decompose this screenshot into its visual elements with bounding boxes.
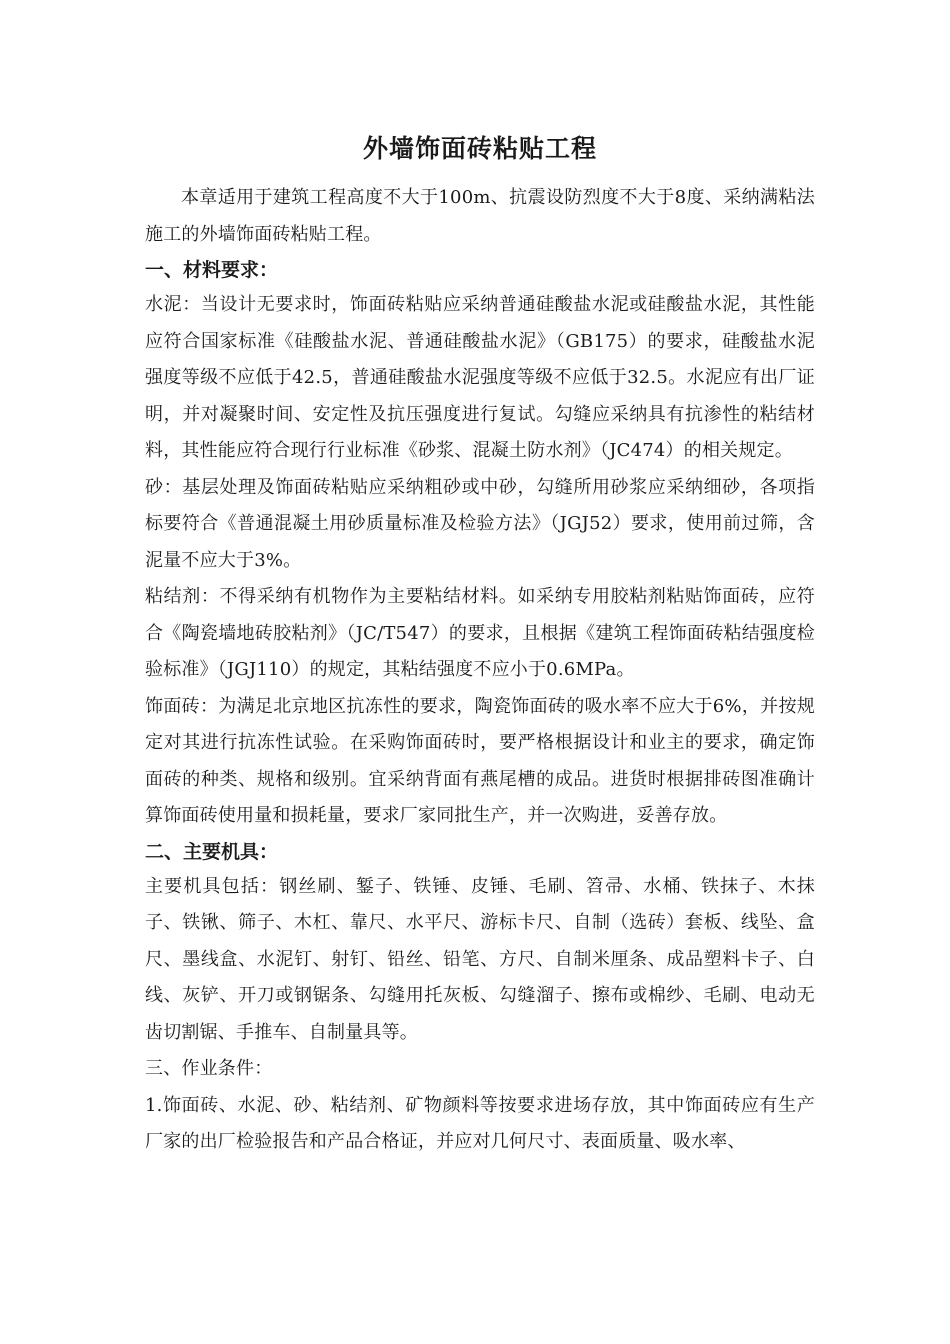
section-heading-tools: 二、主要机具： [145, 840, 279, 863]
conditions-item-1: 1.饰面砖、水泥、砂、粘结剂、矿物颜料等按要求进场存放，其中饰面砖应有生产厂家的出厂检验报告和产品合格证，并应对几何尺寸、表面质量、吸水率、 [145, 1094, 815, 1152]
section-heading-materials: 一、材料要求： [145, 259, 279, 281]
sand-paragraph: 砂：基层处理及饰面砖粘贴应采纳粗砂或中砂，勾缝所用砂浆应采纳细砂，各项指标要符合《普通混凝土用砂质量标准及检验方法》（JGJ52）要求，使用前过筛，含泥量不应大于3%。 [145, 476, 815, 571]
cement-paragraph: 水泥：当设计无要求时，饰面砖粘贴应采纳普通硅酸盐水泥或硅酸盐水泥，其性能应符合国家标准《硅酸盐水泥、普通硅酸盐水泥》（GB175）的要求，硅酸盐水泥强度等级不应低于42.5，普通硅酸盐水泥强度等级不应低于32.5。水泥应有出厂证明，并对凝聚时间、安定性及抗压强度进行复试。勾缝应采纳具有抗渗性的粘结材料，其性能应符合现行行业标准《砂浆、混凝土防水剂》（JC474）的相关规定。 [145, 294, 815, 461]
tile-paragraph: 饰面砖：为满足北京地区抗冻性的要求，陶瓷饰面砖的吸水率不应大于6%，并按规定对其进行抗冻性试验。在采购饰面砖时，要严格根据设计和业主的要求，确定饰面砖的种类、规格和级别。宜采纳背面有燕尾槽的成品。进货时根据排砖图准确计算饰面砖使用量和损耗量，要求厂家同批生产，并一次购进，妥善存放。 [145, 695, 815, 826]
section-heading-conditions: 三、作业条件： [145, 1058, 273, 1079]
intro-paragraph: 本章适用于建筑工程高度不大于100m、抗震设防烈度不大于8度、采纳满粘法施工的外墙饰面砖粘贴工程。 [145, 187, 815, 245]
document-page [145, 128, 815, 1161]
adhesive-paragraph: 粘结剂：不得采纳有机物作为主要粘结材料。如采纳专用胶粘剂粘贴饰面砖，应符合《陶瓷墙地砖胶粘剂》（JC/T547）的要求，且根据《建筑工程饰面砖粘结强度检验标准》（JGJ110）的规定，其粘结强度不应小于0.6MPa。 [145, 586, 815, 680]
tools-paragraph: 主要机具包括：钢丝刷、錾子、铁锤、皮锤、毛刷、笤帚、水桶、铁抹子、木抹子、铁锹、筛子、木杠、靠尺、水平尺、游标卡尺、自制（选砖）套板、线坠、盒尺、墨线盒、水泥钉、射钉、铅丝、铅笔、方尺、自制米厘条、成品塑料卡子、白线、灰铲、开刀或钢锯条、勾缝用托灰板、勾缝溜子、擦布或棉纱、毛刷、电动无齿切割锯、手推车、自制量具等。 [145, 875, 815, 1043]
document-title: 外墙饰面砖粘贴工程 [362, 134, 597, 163]
